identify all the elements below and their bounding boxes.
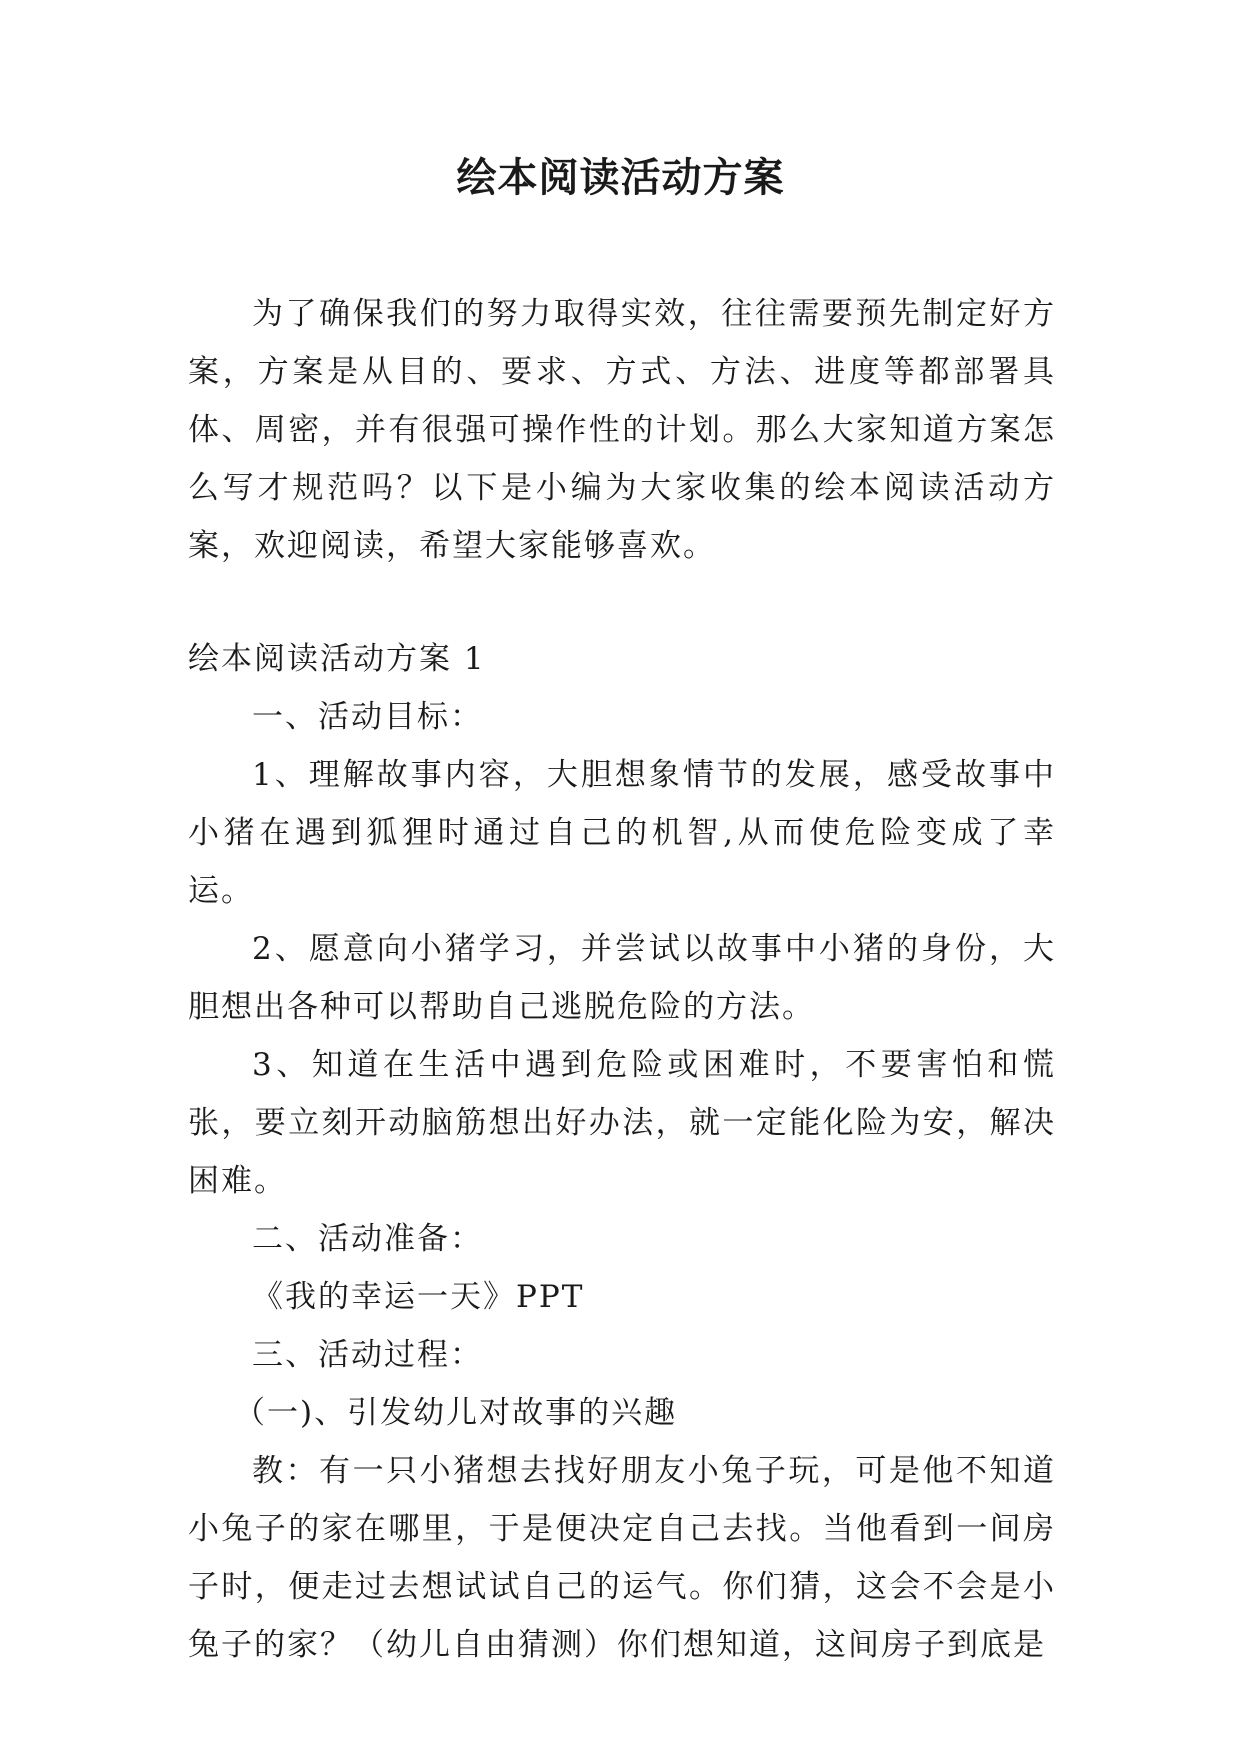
preparation-item: 《我的幸运一天》PPT: [252, 1279, 585, 1315]
goal-3-paragraph: 3、知道在生活中遇到危险或困难时，不要害怕和慌张，要立刻开动脑筋想出好办法，就一定能化险为安，解决困难。: [188, 1047, 1056, 1199]
process-paragraph: 教：有一只小猪想去找好朋友小兔子玩，可是他不知道小兔子的家在哪里，于是便决定自己去找。当他看到一间房子时，便走过去想试试自己的运气。你们猜，这会不会是小兔子的家？（幼儿自由猜测）你们想知道，这间房子到底是: [188, 1453, 1056, 1663]
section-heading: 绘本阅读活动方案 1: [188, 641, 486, 677]
goal-1-paragraph: 1、理解故事内容，大胆想象情节的发展，感受故事中小猪在遇到狐狸时通过自己的机智,从而使危险变成了幸运。: [188, 757, 1056, 909]
goal-2-paragraph: 2、愿意向小猪学习，并尝试以故事中小猪的身份，大胆想出各种可以帮助自己逃脱危险的方法。: [188, 931, 1056, 1025]
section-1: [188, 630, 1056, 1674]
process-subheading-1: （一)、引发幼儿对故事的兴趣: [234, 1395, 678, 1431]
intro-paragraph: 为了确保我们的努力取得实效，往往需要预先制定好方案，方案是从目的、要求、方式、方法、进度等都部署具体、周密，并有很强可操作性的计划。那么大家知道方案怎么写才规范吗？以下是小编为大家收集的绘本阅读活动方案，欢迎阅读，希望大家能够喜欢。: [188, 296, 1056, 564]
document-title: 绘本阅读活动方案: [456, 155, 785, 201]
goals-heading: 一、活动目标：: [252, 699, 483, 735]
process-heading: 三、活动过程：: [252, 1337, 483, 1373]
preparation-heading: 二、活动准备：: [252, 1221, 483, 1257]
